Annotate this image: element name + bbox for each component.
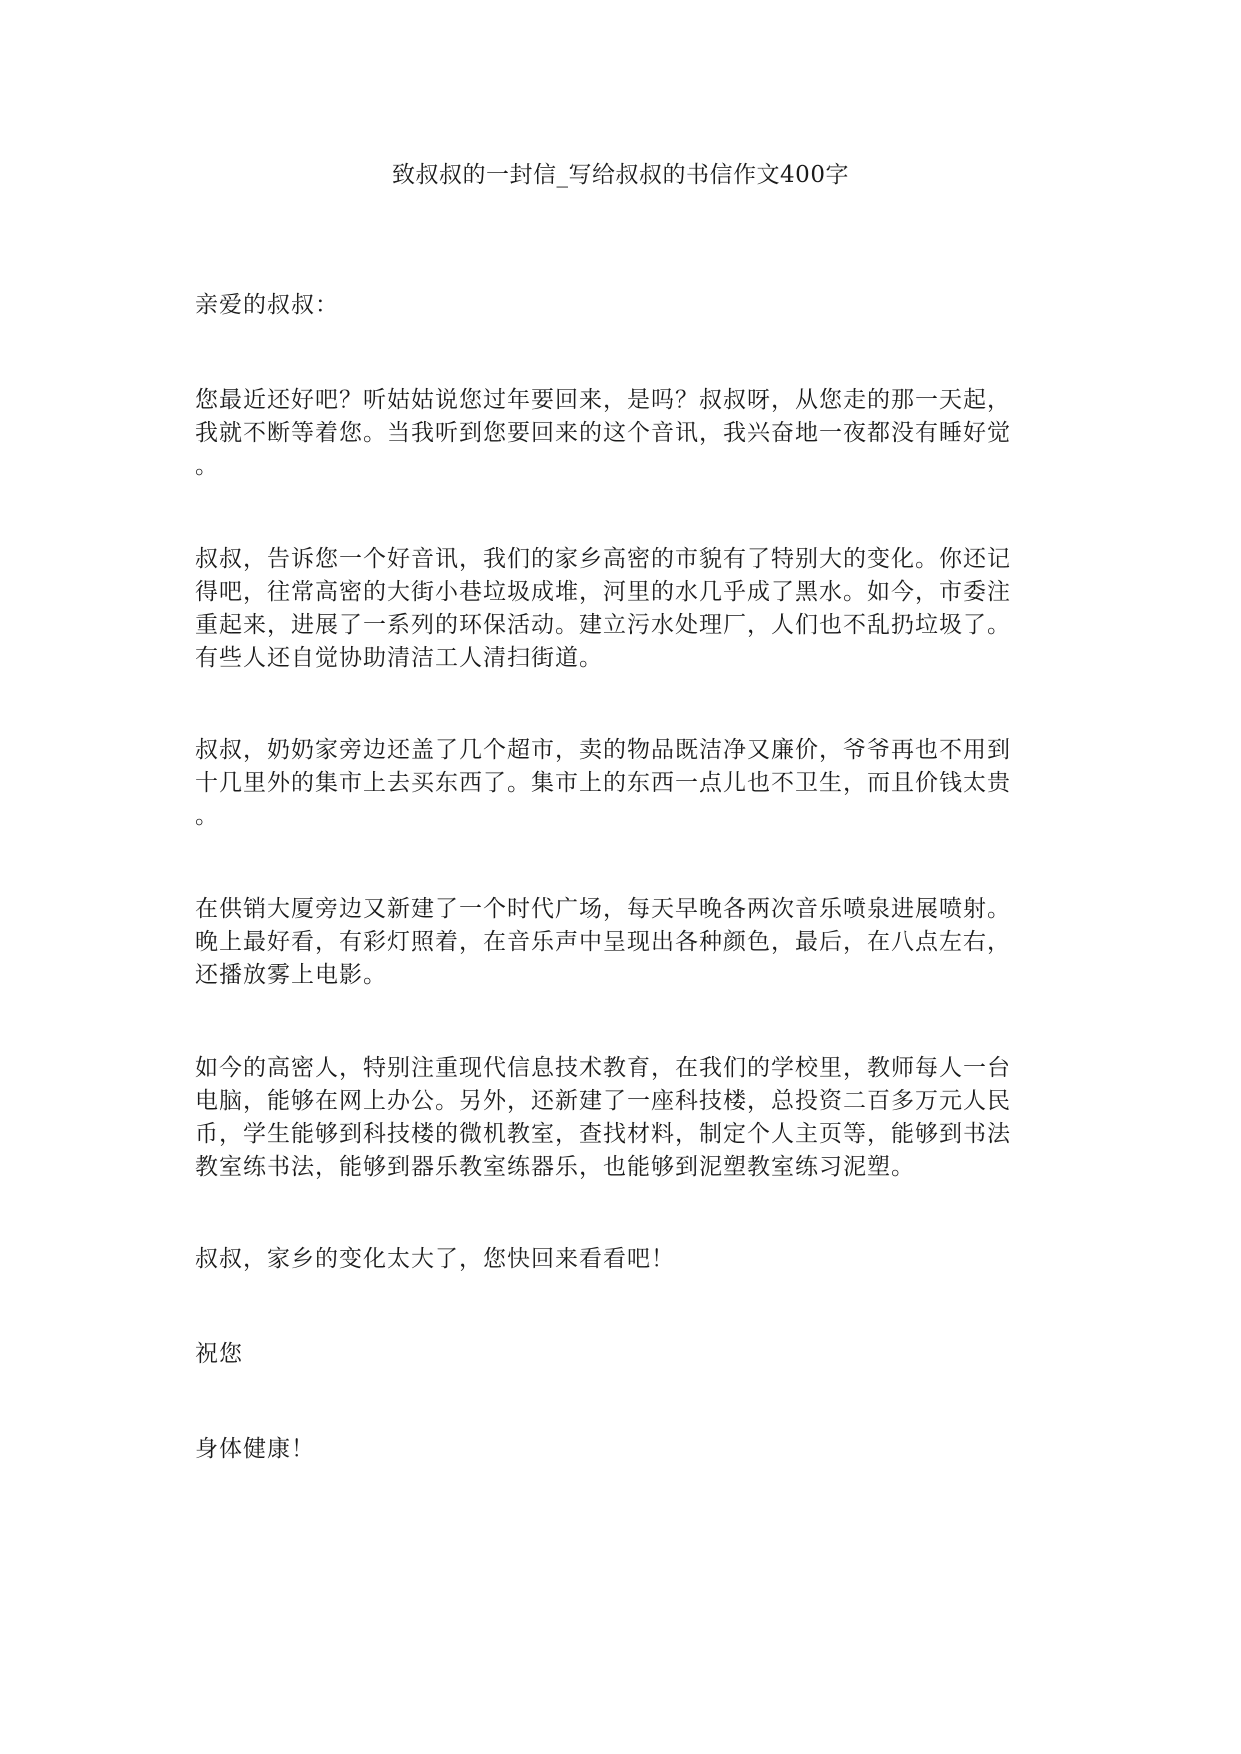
paragraph-line: 晚上最好看，有彩灯照着，在音乐声中呈现出各种颜色，最后，在八点左右，: [195, 929, 1011, 955]
paragraph-line: 电脑，能够在网上办公。另外，还新建了一座科技楼，总投资二百多万元人民: [195, 1088, 1011, 1114]
paragraph-line: 。: [195, 453, 219, 479]
paragraph-line: 还播放雾上电影。: [195, 962, 387, 988]
paragraph-line: 有些人还自觉协助清洁工人清扫街道。: [195, 645, 603, 671]
paragraph-4: [195, 893, 1055, 992]
paragraph-line: 得吧，往常高密的大街小巷垃圾成堆，河里的水几乎成了黑水。如今，市委注: [195, 579, 1011, 605]
paragraph-line: 您最近还好吧？听姑姑说您过年要回来，是吗？叔叔呀，从您走的那一天起，: [195, 387, 1011, 413]
document-title: 致叔叔的一封信_写给叔叔的书信作文400字: [392, 162, 849, 188]
paragraph-1: [195, 384, 1055, 483]
wish: [195, 1433, 1055, 1466]
paragraph-line: 叔叔，家乡的变化太大了，您快回来看看吧！: [195, 1246, 675, 1272]
closing: [195, 1338, 1055, 1371]
wish-text: 身体健康！: [195, 1436, 315, 1462]
paragraph-line: 在供销大厦旁边又新建了一个时代广场，每天早晚各两次音乐喷泉进展喷射。: [195, 896, 1011, 922]
paragraph-line: 币，学生能够到科技楼的微机教室，查找材料，制定个人主页等，能够到书法: [195, 1121, 1011, 1147]
paragraph-line: 叔叔，奶奶家旁边还盖了几个超市，卖的物品既洁净又廉价，爷爷再也不用到: [195, 737, 1011, 763]
closing-text: 祝您: [195, 1341, 243, 1367]
paragraph-line: 重起来，进展了一系列的环保活动。建立污水处理厂，人们也不乱扔垃圾了。: [195, 612, 1011, 638]
paragraph-line: 教室练书法，能够到器乐教室练器乐，也能够到泥塑教室练习泥塑。: [195, 1154, 915, 1180]
greeting: [195, 289, 1055, 322]
paragraph-line: 十几里外的集市上去买东西了。集市上的东西一点儿也不卫生，而且价钱太贵: [195, 770, 1011, 796]
paragraph-6: [195, 1243, 1055, 1276]
paragraph-line: 如今的高密人，特别注重现代信息技术教育，在我们的学校里，教师每人一台: [195, 1055, 1011, 1081]
greeting-text: 亲爱的叔叔：: [195, 292, 339, 318]
paragraph-2: [195, 543, 1055, 675]
paragraph-5: [195, 1052, 1055, 1184]
paragraph-line: 我就不断等着您。当我听到您要回来的这个音讯，我兴奋地一夜都没有睡好觉: [195, 420, 1011, 446]
paragraph-3: [195, 734, 1055, 833]
paragraph-line: 叔叔，告诉您一个好音讯，我们的家乡高密的市貌有了特别大的变化。你还记: [195, 546, 1011, 572]
paragraph-line: 。: [195, 803, 219, 829]
